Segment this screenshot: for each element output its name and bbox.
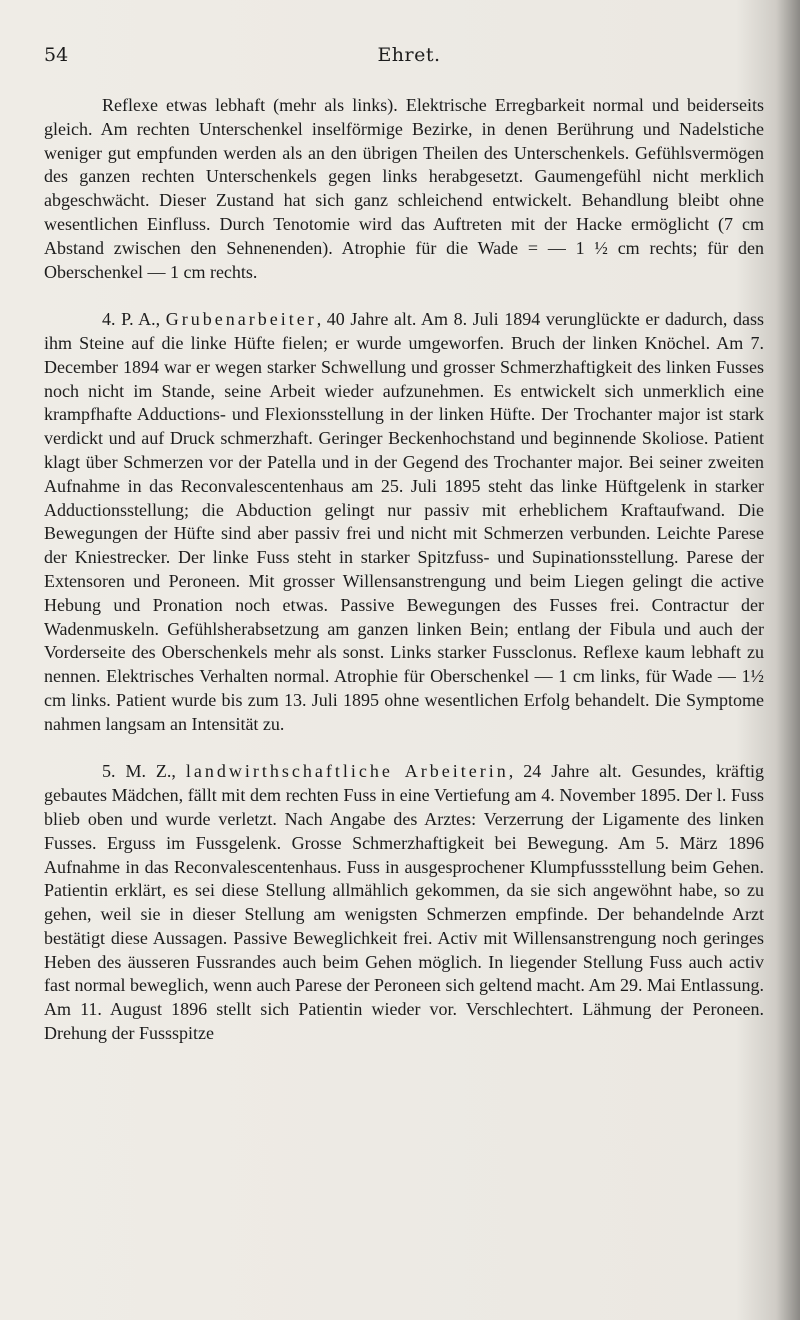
- occupation-spaced: landwirthschaftliche Arbeiterin: [185, 761, 509, 782]
- occupation-spaced: Grubenarbeiter: [165, 309, 317, 330]
- paragraph-text: Reflexe etwas lebhaft (mehr als links). Elektrische Erregbarkeit normal und beiderseits gleich. Am rechten Unterschenkel inselförmige Bezirke, in denen Berührung und Nadelstiche weniger gut empfunden werden als an den übrigen Theilen des Unterschenkels. Gefühlsvermögen des ganzen rechten Unterschenkels gegen links herabgesetzt. Gaumengefühl nicht merklich abgeschwächt. Dieser Zustand hat sich ganz schleichend entwickelt. Behandlung bleibt ohne wesentlichen Einfluss. Durch Tenotomie wird das Auftreten mit der Hacke ermöglicht (7 cm Abstand zwischen den Sehnenenden). Atrophie für die Wade = — 1 ½ cm rechts; für den Oberschenkel — 1 cm rechts.: [44, 95, 764, 282]
- paragraph-case-5: [44, 760, 764, 1046]
- body-text: [44, 94, 764, 1046]
- case-lead: 5. M. Z.,: [102, 761, 186, 782]
- paragraph-case-3-continued: [44, 94, 764, 284]
- case-lead: 4. P. A.,: [102, 309, 166, 330]
- paragraph-text: , 24 Jahre alt. Gesundes, kräftig gebautes Mädchen, fällt mit dem rechten Fuss in eine Vertiefung am 4. November 1895. Der l. Fuss blieb oben und wurde verletzt. Nach Angabe des Arztes: Verzerrung der Ligamente des linken Fusses. Erguss im Fussgelenk. Grosse Schmerzhaftigkeit bei Bewegung. Am 5. März 1896 Aufnahme in das Reconvalescentenhaus. Fuss in ausgesprochener Klumpfussstellung beim Gehen. Patientin erklärt, es sei diese Stellung allmählich gekommen, da sie sich angewöhnt habe, so zu gehen, weil sie in dieser Stellung am wenigsten Schmerzen empfinde. Der behandelnde Arzt bestätigt diese Aussagen. Passive Beweglichkeit frei. Activ mit Willensanstrengung noch geringes Heben des äusseren Fussrandes auch beim Gehen möglich. In liegender Stellung Fuss auch activ fast normal beweglich, wenn auch Parese der Peroneen sich geltend macht. Am 29. Mai Entlassung. Am 11. August 1896 stellt sich Patientin wieder vor. Verschlechtert. Lähmung der Peroneen. Drehung der Fussspitze: [44, 761, 765, 1044]
- paragraph-case-4: [44, 308, 764, 736]
- page-number: 54: [44, 44, 69, 66]
- paragraph-text: , 40 Jahre alt. Am 8. Juli 1894 verunglückte er dadurch, dass ihm Steine auf die linke Hüfte fielen; er wurde umgeworfen. Bruch der linken Knöchel. Am 7. December 1894 war er wegen starker Schwellung und grosser Schmerzhaftigkeit des linken Fusses noch nicht im Stande, seine Arbeit wieder aufzunehmen. Es entwickelt sich unmerklich eine krampfhafte Adductions- und Flexionsstellung in der linken Hüfte. Der Trochanter major ist stark verdickt und auf Druck schmerzhaft. Geringer Beckenhochstand und beginnende Skoliose. Patient klagt über Schmerzen vor der Patella und in der Gegend des Trochanter major. Bei seiner zweiten Aufnahme in das Reconvalescentenhaus am 25. Juli 1895 steht das linke Hüftgelenk in starker Adductionsstellung; die Abduction gelingt nur passiv mit erheblichem Kraftaufwand. Die Bewegungen der Hüfte sind aber passiv frei und nicht mit Schmerzen verbunden. Leichte Parese der Kniestrecker. Der linke Fuss steht in starker Spitzfuss- und Supinationsstellung. Parese der Extensoren und Peroneen. Mit grosser Willensanstrengung und beim Liegen gelingt die active Hebung und Pronation noch etwas. Passive Bewegungen des Fusses frei. Contractur der Wadenmuskeln. Gefühlsherabsetzung am ganzen linken Bein; entlang der Fibula und auch der Vorderseite des Oberschenkels mehr als sonst. Links starker Fussclonus. Reflexe kaum lebhaft zu nennen. Elektrisches Verhalten normal. Atrophie für Oberschenkel — 1 cm links, für Wade — 1½ cm links. Patient wurde bis zum 13. Juli 1895 ohne wesentlichen Erfolg behandelt. Die Symptome nahmen langsam an Intensität zu.: [44, 309, 764, 734]
- running-title: Ehret.: [377, 44, 441, 66]
- running-header: [44, 44, 774, 74]
